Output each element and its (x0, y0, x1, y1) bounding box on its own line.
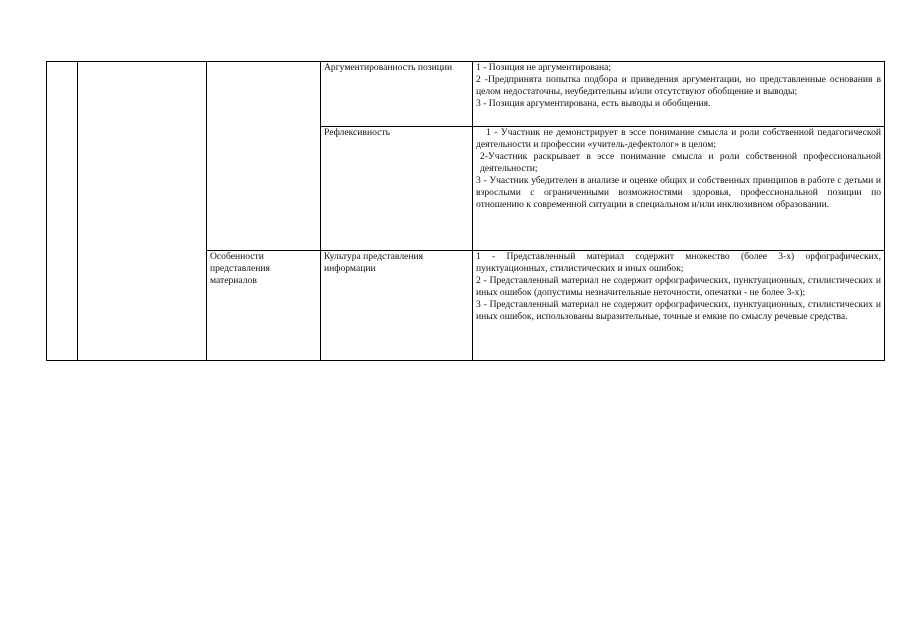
criterion-cell: Особенности представления материалов (207, 251, 321, 361)
score-descriptions-cell (473, 127, 885, 251)
score-level-1: 1 - Участник не демонстрирует в эссе понимание смысла и роли собственной педагогической деятельности и профессии «учитель-дефектолог» в целом; (476, 127, 881, 150)
competency-column-cell (78, 62, 207, 361)
criterion-cell (207, 62, 321, 251)
score-level-1: 1 - Представленный материал содержит множество (более 3-х) орфографических, пунктуационных, стилистических и иных ошибок; (476, 251, 881, 274)
score-descriptions-cell (473, 62, 885, 127)
score-level-3: 3 - Участник убедителен в анализе и оценке общих и собственных принципов в работе с детьми и взрослыми с ограниченными возможностями здоровья, профессиональной позиции по отношению к современной ситуации в специальном и/или инклюзивном образовании. (476, 175, 881, 210)
table-row (47, 62, 885, 127)
score-level-1: 1 - Позиция не аргументирована; (476, 62, 612, 73)
score-level-2: 2 -Предпринята попытка подбора и приведения аргументации, но представленные основания в целом недостаточны, неубедительны и/или отсутствуют обобщение и выводы; (476, 74, 881, 97)
indicator-cell: Рефлексивность (321, 127, 473, 251)
indicator-cell: Аргументированность позиции (321, 62, 473, 127)
number-column-cell (47, 62, 78, 361)
evaluation-criteria-table (46, 61, 885, 361)
score-level-2: 2 - Представленный материал не содержит орфографических, пунктуационных, стилистических и иных ошибок (допустимы незначительные неточности, опечатки - не более 3-х); (476, 275, 881, 298)
score-level-3: 3 - Позиция аргументирована, есть выводы и обобщения. (476, 98, 711, 109)
score-level-3: 3 - Представленный материал не содержит орфографических, пунктуационных, стилистических и иных ошибок, использованы выразительные, точные и емкие по смыслу речевые средства. (476, 299, 881, 322)
score-descriptions-cell (473, 251, 885, 361)
score-level-2: 2-Участник раскрывает в эссе понимание смысла и роли собственной профессиональной деятельности; (480, 151, 881, 174)
indicator-cell: Культура представления информации (321, 251, 473, 361)
